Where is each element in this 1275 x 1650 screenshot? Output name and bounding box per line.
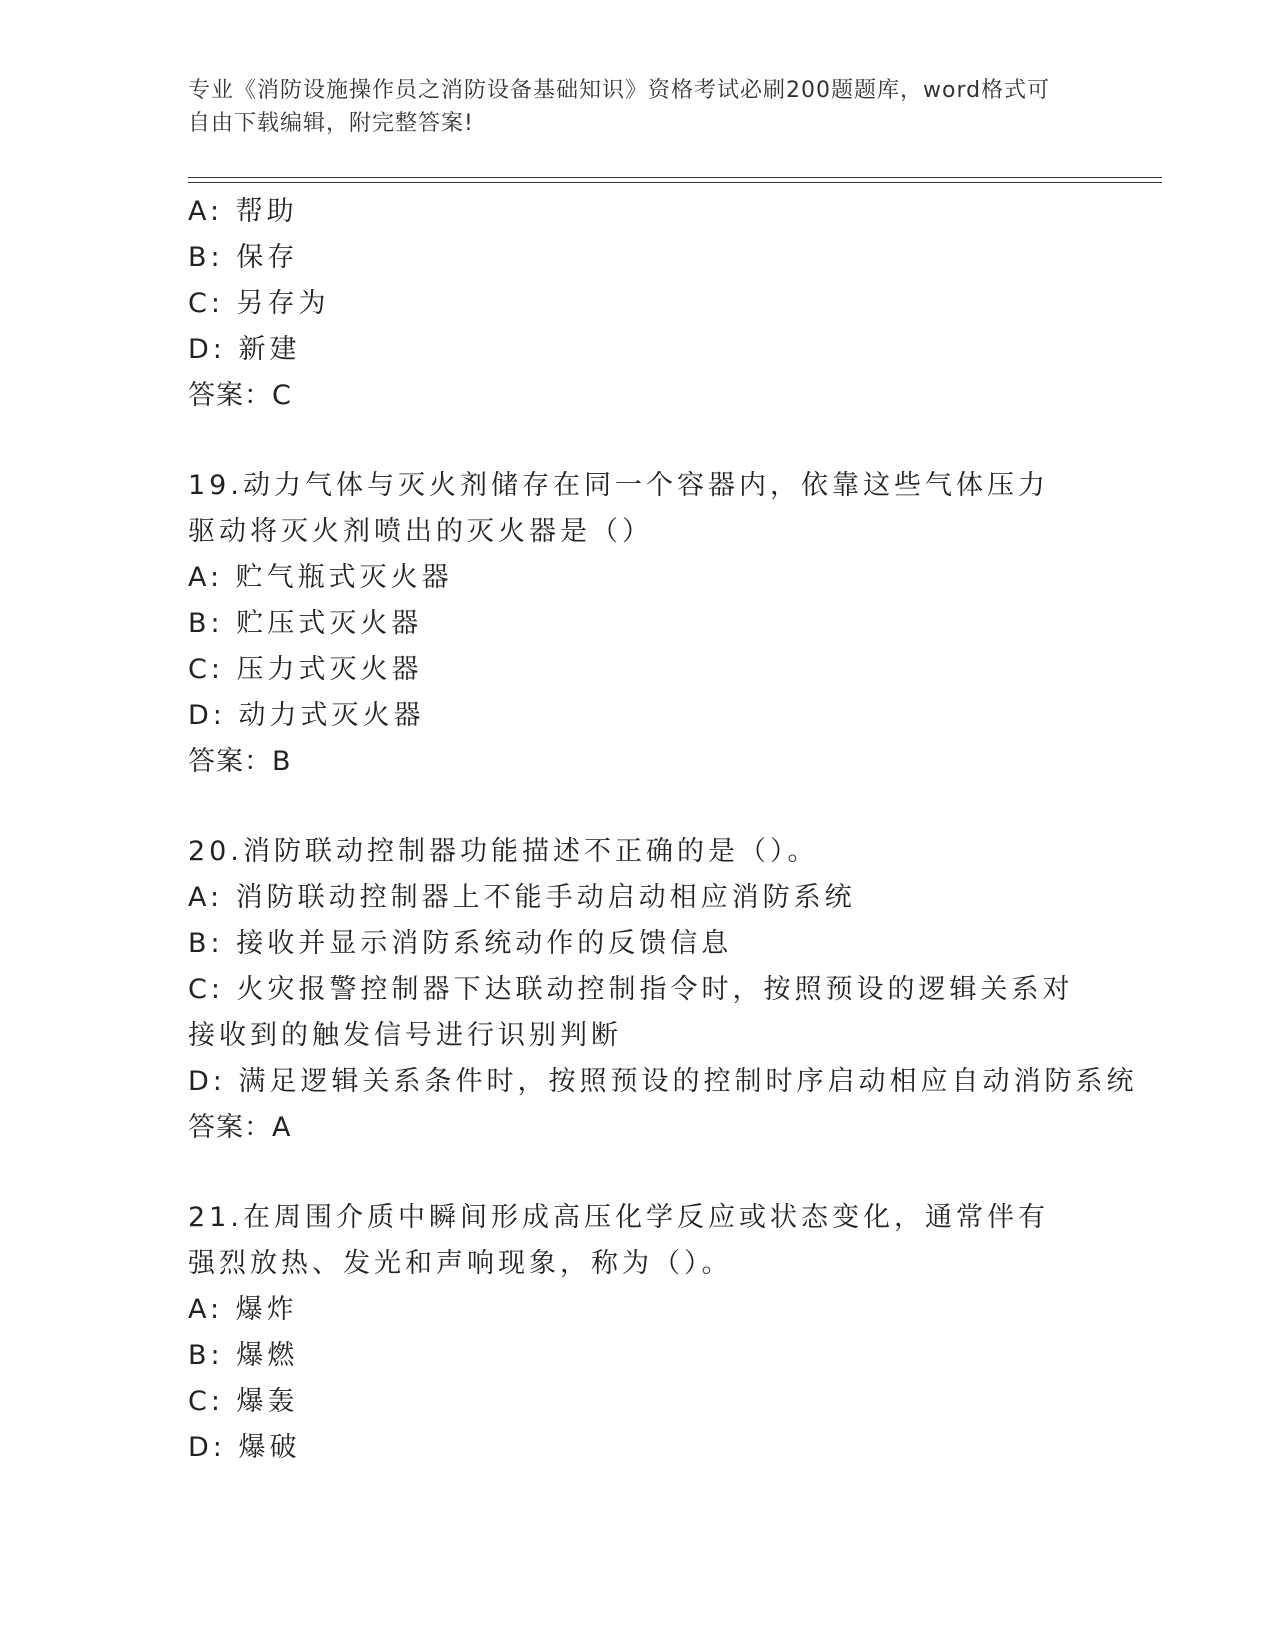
option-a: A: 贮气瓶式灭火器 [188, 562, 453, 593]
question-stem: 21.在周围介质中瞬间形成高压化学反应或状态变化，通常伴有强烈放热、发光和声响现象，称为（）。 [188, 1202, 1049, 1279]
option-c: C: 压力式灭火器 [188, 654, 423, 685]
option-d: D: 爆破 [188, 1432, 301, 1463]
question-20 [188, 829, 1138, 1151]
option-a: A: 爆炸 [188, 1294, 298, 1325]
document-header: 专业《消防设施操作员之消防设备基础知识》资格考试必刷200题题库，word格式可自由下载编辑，附完整答案! [188, 78, 1051, 136]
question-18 [188, 189, 1088, 419]
header-divider-bottom [188, 182, 1162, 183]
option-b: B: 爆燃 [188, 1340, 299, 1371]
option-a: A: 帮助 [188, 196, 298, 227]
option-b: B: 贮压式灭火器 [188, 608, 423, 639]
option-c: C: 火灾报警控制器下达联动控制指令时，按照预设的逻辑关系对接收到的触发信号进行识别判断 [188, 974, 1074, 1051]
option-b: B: 保存 [188, 242, 299, 273]
option-b: B: 接收并显示消防系统动作的反馈信息 [188, 928, 733, 959]
option-a: A: 消防联动控制器上不能手动启动相应消防系统 [188, 882, 856, 913]
answer: 答案：A [188, 1112, 292, 1143]
question-content [188, 189, 1138, 1471]
question-19 [188, 463, 1088, 785]
question-stem: 20.消防联动控制器功能描述不正确的是（）。 [188, 836, 819, 867]
question-21 [188, 1195, 1088, 1471]
option-c: C: 爆轰 [188, 1386, 299, 1417]
option-d: D: 动力式灭火器 [188, 700, 425, 731]
option-d: D: 满足逻辑关系条件时，按照预设的控制时序启动相应自动消防系统 [188, 1066, 1138, 1097]
question-stem: 19.动力气体与灭火剂储存在同一个容器内，依靠这些气体压力驱动将灭火剂喷出的灭火器是（） [188, 470, 1049, 547]
answer: 答案：B [188, 746, 292, 777]
answer: 答案：C [188, 380, 292, 411]
option-d: D: 新建 [188, 334, 301, 365]
header-divider-top [188, 177, 1162, 178]
option-c: C: 另存为 [188, 288, 330, 319]
